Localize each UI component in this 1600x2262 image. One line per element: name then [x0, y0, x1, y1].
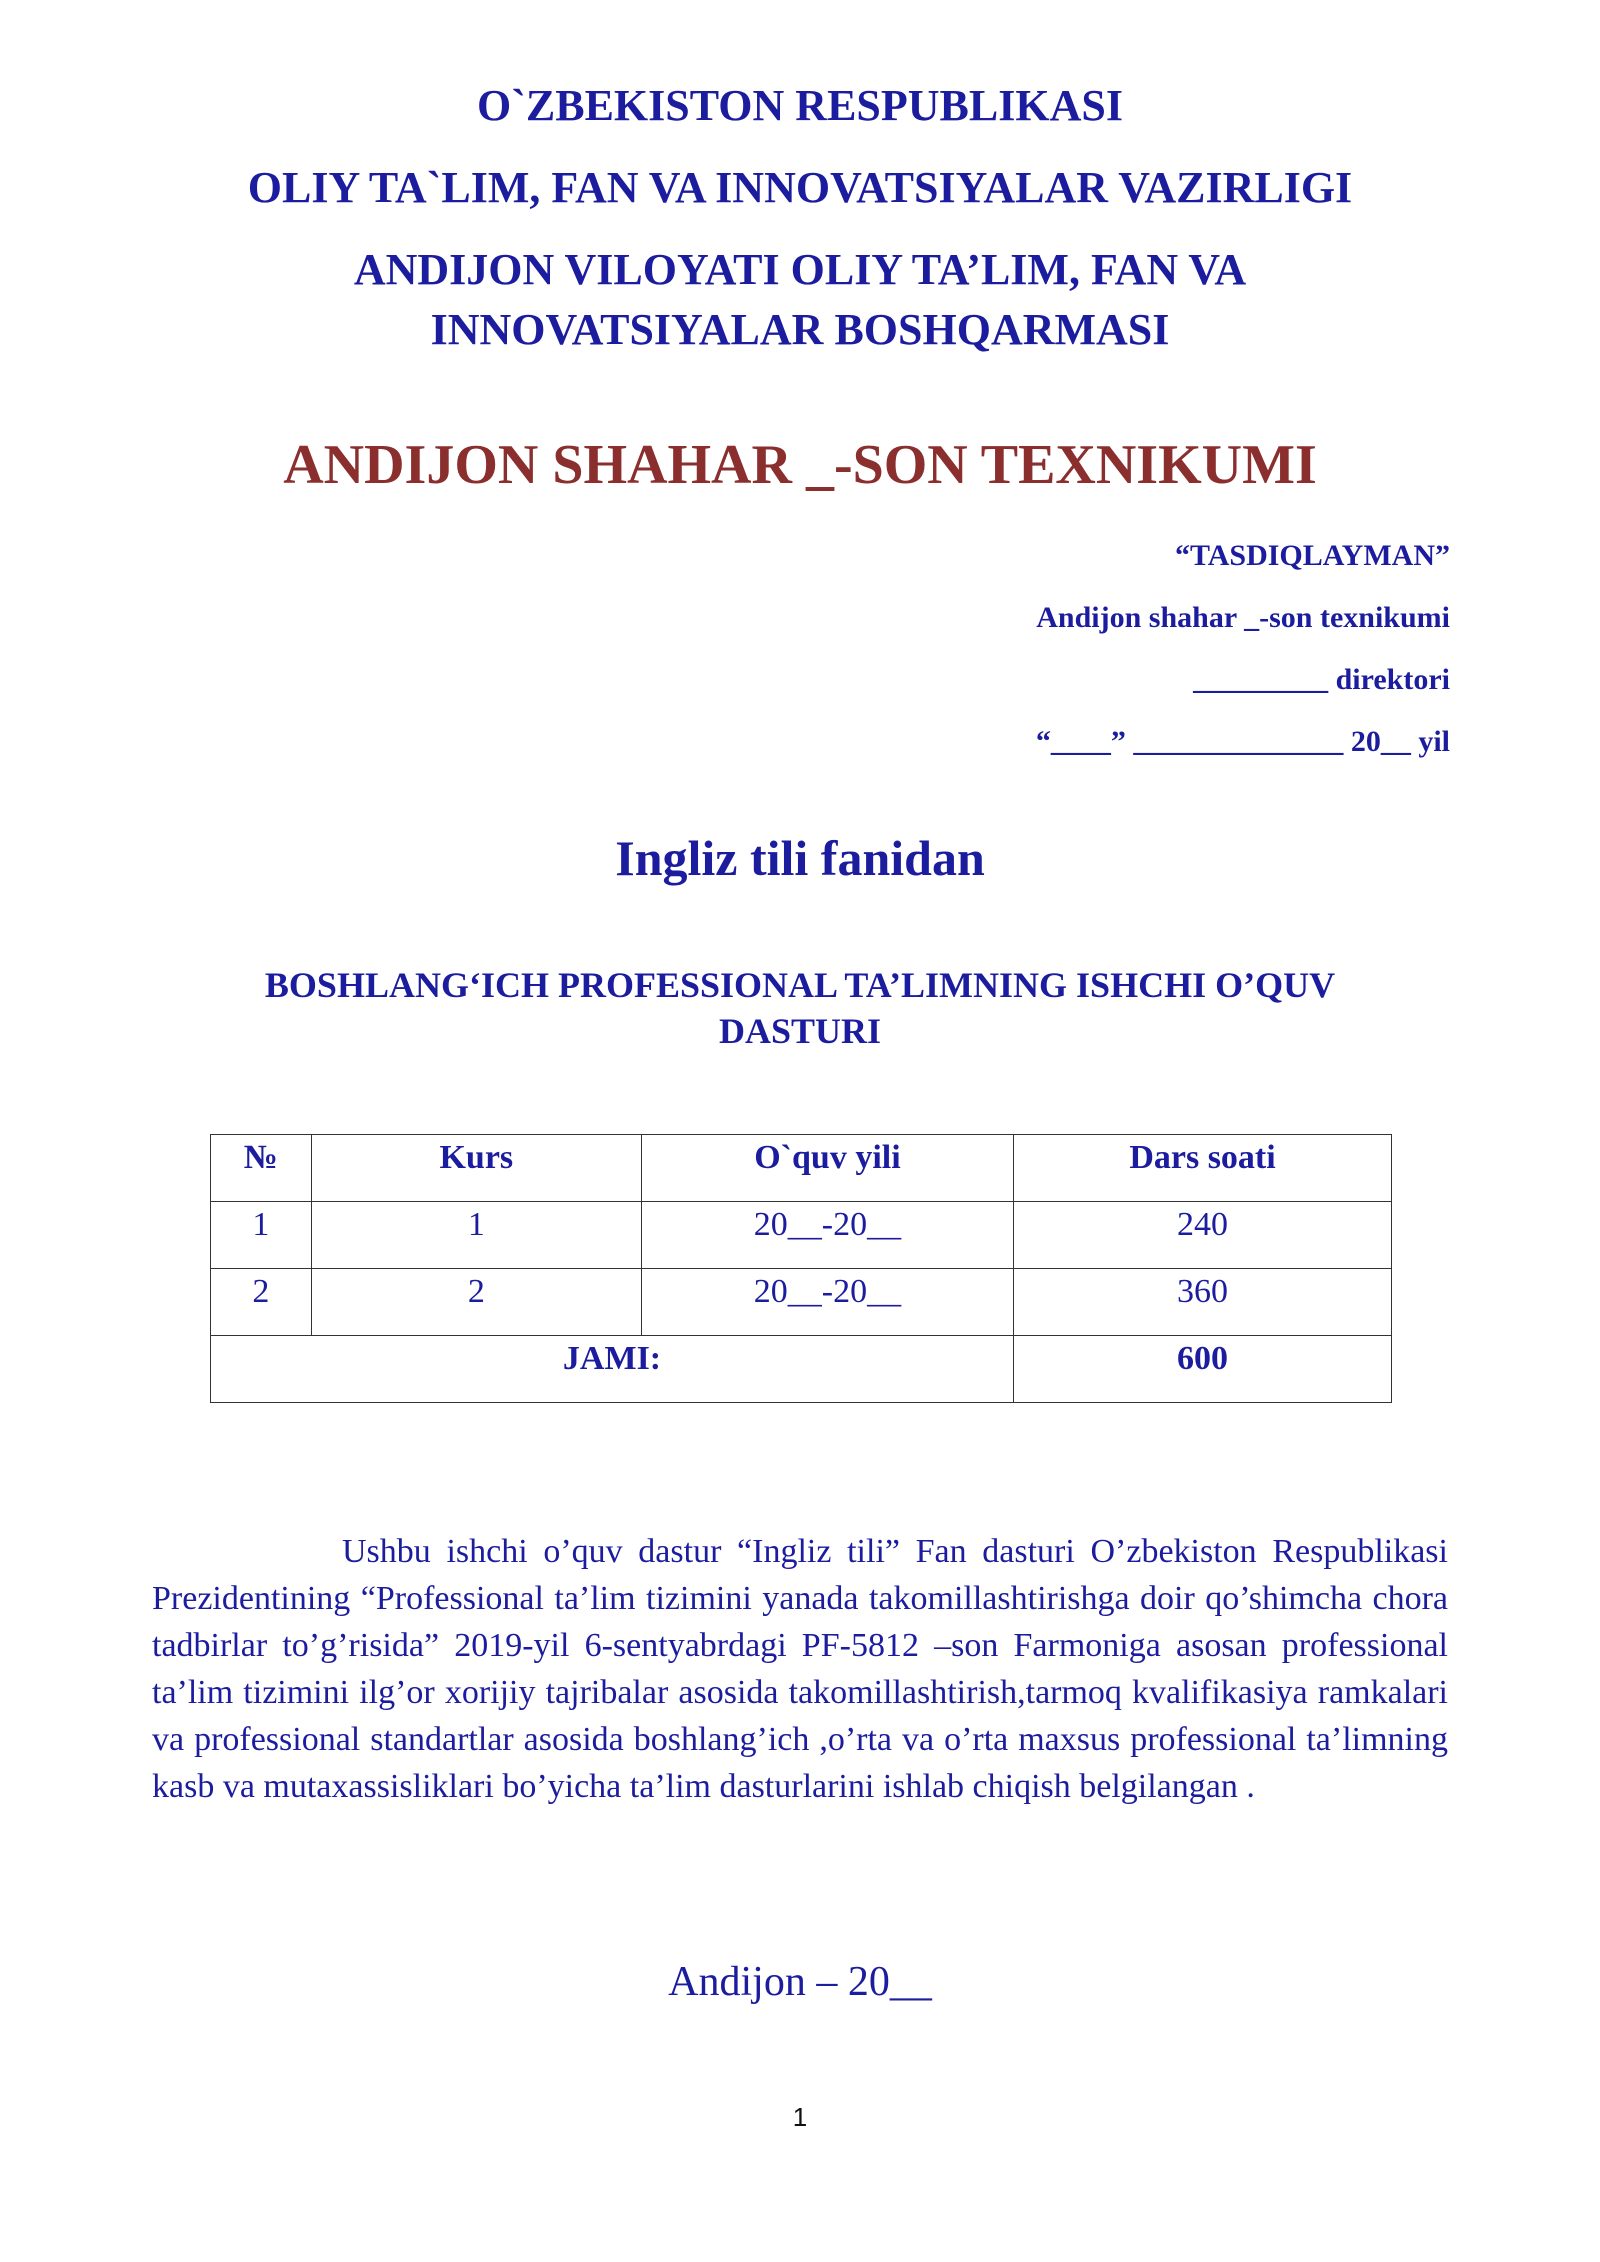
column-header-course: Kurs — [311, 1135, 641, 1202]
approval-date: “____” ______________ 20__ yil — [1035, 725, 1450, 758]
ministry-header-line-4: INNOVATSIYALAR BOSHQARMASI — [430, 305, 1170, 354]
page-number: 1 — [792, 2102, 808, 2132]
column-header-study-year: O`quv yili — [641, 1135, 1013, 1202]
table-cell: 1 — [211, 1202, 312, 1269]
ministry-header-line-3: ANDIJON VILOYATI OLIY TA’LIM, FAN VA — [353, 245, 1247, 294]
body-paragraph: Ushbu ishchi o’quv dastur “Ingliz tili” Fan dasturi O’zbekiston Respublikasi Prezidentining “Professional ta’lim tizimini yanada takomillashtirishga doir qo’shimcha chora tadbirlar to’g’risida” 2019-yil 6-sentyabrdagi PF-5812 –son Farmoniga asosan professional ta’lim tizimini ilg’or xorijiy tajribalar asosida takomillashtirish,tarmoq kvalifikasiya ramkalari va professional standartlar asosida boshlang’ich ,o’rta va o’rta maxsus professional ta’limning kasb va mutaxassisliklari bo’yicha ta’lim dasturlarini ishlab chiqish belgilangan . — [152, 1533, 1448, 1805]
table-header-row — [211, 1135, 1392, 1202]
city-year: Andijon – 20__ — [668, 1959, 932, 2005]
approval-organization: Andijon shahar _-son texnikumi — [1036, 601, 1450, 634]
column-header-number: № — [211, 1135, 312, 1202]
hours-table — [210, 1134, 1392, 1403]
table-cell: 2 — [211, 1269, 312, 1336]
ministry-header-line-1: O`ZBEKISTON RESPUBLIKASI — [477, 81, 1123, 130]
program-title-line-2: DASTURI — [718, 1011, 882, 1051]
table-total-row — [211, 1336, 1392, 1403]
table-cell: 360 — [1014, 1269, 1392, 1336]
table-cell: 20__-20__ — [641, 1202, 1013, 1269]
table-row — [211, 1269, 1392, 1336]
program-title-line-1: BOSHLANG‘ICH PROFESSIONAL TA’LIMNING ISHCHI O’QUV — [264, 965, 1336, 1005]
institution-title: ANDIJON SHAHAR _-SON TEXNIKUMI — [283, 434, 1317, 496]
table-cell: 240 — [1014, 1202, 1392, 1269]
table-row — [211, 1202, 1392, 1269]
approval-title: “TASDIQLAYMAN” — [1174, 539, 1450, 572]
subject-title: Ingliz tili fanidan — [615, 830, 985, 886]
approval-position: _________ direktori — [1193, 663, 1450, 696]
table-cell: 2 — [311, 1269, 641, 1336]
total-value: 600 — [1014, 1336, 1392, 1403]
ministry-header-line-2: OLIY TA`LIM, FAN VA INNOVATSIYALAR VAZIRLIGI — [247, 163, 1353, 212]
table-cell: 20__-20__ — [641, 1269, 1013, 1336]
column-header-hours: Dars soati — [1014, 1135, 1392, 1202]
total-label: JAMI: — [211, 1336, 1014, 1403]
table-cell: 1 — [311, 1202, 641, 1269]
